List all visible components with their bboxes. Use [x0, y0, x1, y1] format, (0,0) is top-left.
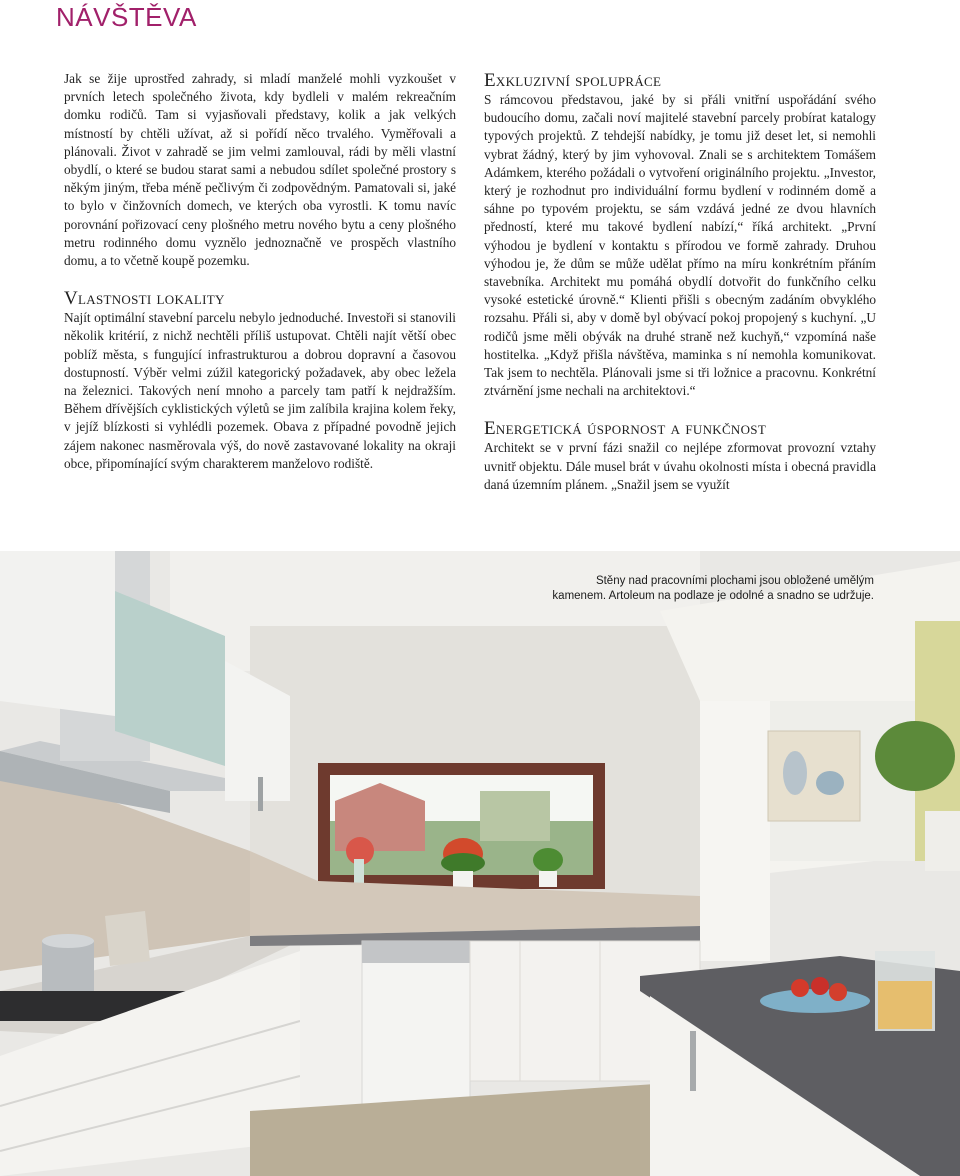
photo-caption: Stěny nad pracovními plochami jsou obložené umělým kamenem. Artoleum na podlaze je odolné a snadno se udržuje. — [552, 575, 874, 602]
right-column — [484, 70, 876, 494]
cooperation-paragraph: S rámcovou představou, jaké by si přáli vnitřní uspořádání svého budoucího domu, začali noví majitelé stavební parcely probírat katalogy typových projektů. Z tehdejší nabídky, je tomu již deset let, si nemohli vybrat žádný, který by jim vyhovoval. Znali se s architektem Tomášem Adámkem, kterého požádali o vytvoření originálního projektu. „Investor, který je rozhodnut pro individuální formu bydlení v rodinném domě a sáhne po typovém projektu, se sám vzdává jedné ze dvou hlavních předností, které mu takové bydlení nabízí,“ říká architekt. „První výhodou je bydlení v kontaktu s přírodou ve formě zahrady. Druhou výhodou je, že dům se může udělat přímo na míru konkrétním přáním stavebníka. Architekt mu pomáhá obydlí dotvořit do funkčního celku vysoké estetické úrovně.“ Klienti přišli s obecným zadáním obvyklého rozsahu. Přáli si, aby v domě byl obývací pokoj propojený s kuchyní. „U rodičů jsme měli obývák na druhé straně než kuchyň,“ vzpomíná naše hostitelka. „Když přišla návštěva, maminka s ní nemohla komunikovat. Tak jsem to nechtěla. Plánovali jsme si tři ložnice a pracovnu. Konkrétní ztvárnění jsme nechali na architektovi.“ — [484, 92, 876, 399]
location-paragraph: Najít optimální stavební parcelu nebylo jednoduché. Investoři si stanovili několik kritérií, z nichž nechtěli příliš ustupovat. Chtěli najít větší obec poblíž města, s fungující infrastrukturou a dobrou dopravní a časovou dostupností. Výběr velmi zúžil kategorický požadavek, aby obec ležela na železnici. Takových není mnoho a parcely tam patří k nejdražším. Během dřívějších cyklistických výletů se jim zalíbila krajina kolem řeky, v jejíž blízkosti si vyhlédli pozemek. Obava z případné povodně jejich zájem nakonec nasměrovala výš, do nově zastavované lokality na okraji obce, připomínající svým charakterem manželovo rodiště. — [64, 310, 456, 471]
heading-location: Vlastnosti lokality — [64, 288, 225, 310]
left-column — [64, 70, 456, 473]
kitchen-photo — [0, 551, 960, 1176]
intro-paragraph: Jak se žije uprostřed zahrady, si mladí manželé mohli vyzkoušet v prvních letech společného života, kdy bydleli v malém rekreačním domku rodičů. Tam si vyjasňovali představy, kolik a jak velkých místností by chtěli užívat, až si pořídí něco trvalého. Vyměřovali a plánovali. Život v zahradě se jim velmi zamlouval, rádi by měli vlastní obydlí, o které se budou starat sami a nebudou sdílet společné prostory s někým jiným, třeba méně pečlivým či zodpovědným. Pamatovali si, jaké to bylo v činžovních domech, ve kterých oba vyrostli. K tomu navíc porovnání pořizovací ceny plošného metru nového bytu a ceny plošného metru rodinného domu vyznělo jednoznačně ve prospěch vlastního domu, a to včetně koupě pozemku. — [64, 71, 456, 269]
heading-cooperation: Exkluzivní spolupráce — [484, 70, 662, 91]
heading-energy: Energetická úspornost a funkčnost — [484, 418, 767, 440]
energy-paragraph: Architekt se v první fázi snažil co nejlépe zformovat provozní vztahy uvnitř objektu. Dále musel brát v úvahu okolnosti místa i obecná pravidla daná územním plánem. „Snažil jsem se využít — [484, 440, 876, 492]
section-title: NÁVŠTĚVA — [56, 2, 197, 32]
